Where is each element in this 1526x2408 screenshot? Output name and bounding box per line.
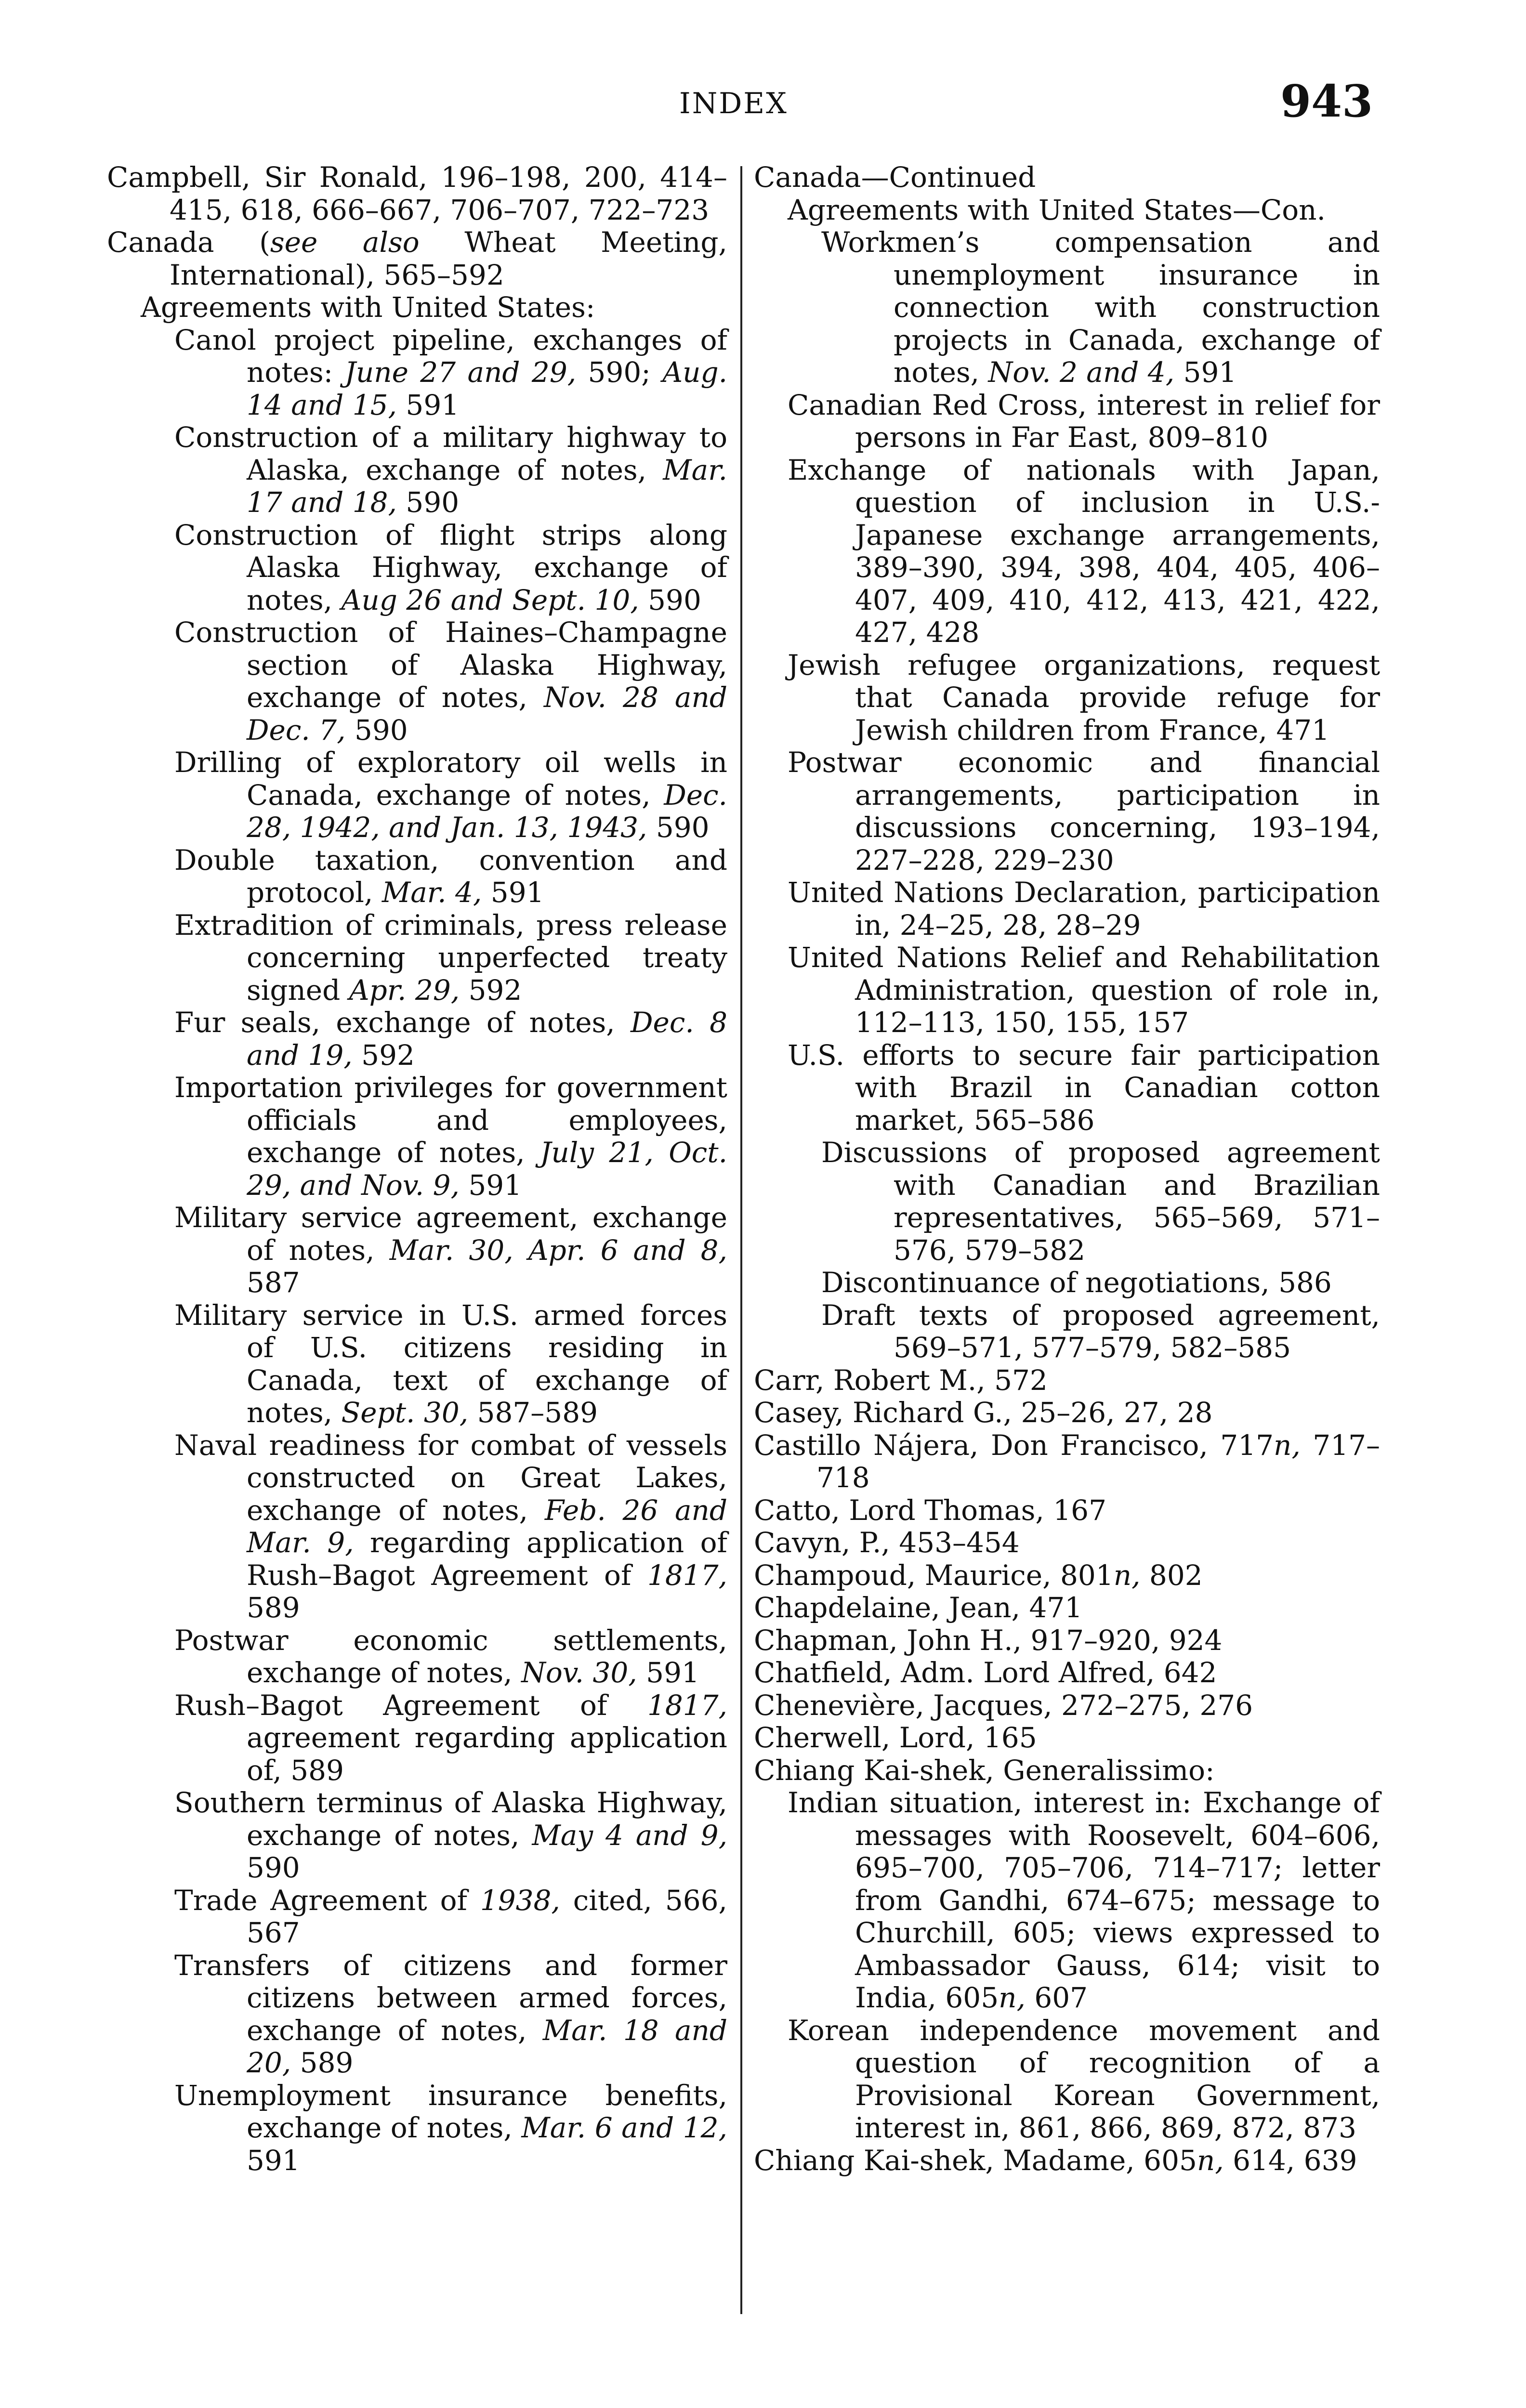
index-entry <box>754 1039 1380 1137</box>
index-entry-text: cited, 566, 567 <box>247 1884 727 1949</box>
index-entry-text: 591 <box>247 2144 300 2177</box>
index-entry-text: 591 <box>396 388 460 421</box>
index-entry <box>754 1364 1380 1397</box>
index-entry-text: Transfers of citizens and former citizens between armed forces, exchange of notes, <box>174 1949 727 2047</box>
index-entry-text: Construction of flight strips along Alaska Highway, exchange of notes, <box>174 518 727 616</box>
index-entry-text: 590 <box>396 486 460 519</box>
index-entry-text: Fur seals, exchange of notes, <box>174 1006 631 1039</box>
index-entry <box>754 746 1380 877</box>
index-entry <box>754 2145 1380 2177</box>
index-entry-text: 802 <box>1140 1558 1203 1592</box>
index-entry-italic-text: Mar. 6 and 12, <box>521 2111 727 2144</box>
index-entry <box>754 1657 1380 1689</box>
index-entry <box>107 909 727 1007</box>
index-entry-text: Campbell, Sir Ronald, 196–198, 200, 414–415, 618, 666–667, 706–707, 722–723 <box>107 161 727 226</box>
index-entry-text: Chenevière, Jacques, 272–275, 276 <box>754 1688 1253 1722</box>
index-entry-text: Double taxation, convention and protocol, <box>174 843 727 909</box>
index-entry <box>754 1267 1380 1299</box>
index-entry-text: Champoud, Maurice, 801 <box>754 1558 1114 1592</box>
index-entry-italic-text: 1817, <box>647 1558 727 1592</box>
index-entry-text: Wheat Meeting, International), 565–592 <box>170 226 727 291</box>
index-entry <box>107 1624 727 1689</box>
index-entry-text: Postwar economic and financial arrangements, participation in discussions concerning, 193–194, 227–228, 229–230 <box>788 746 1380 877</box>
index-entry-text: Agreements with United States: <box>141 291 595 324</box>
index-entry <box>754 1137 1380 1267</box>
index-entry-text: 590; <box>576 356 663 389</box>
index-entry <box>754 1689 1380 1722</box>
index-entry <box>754 161 1380 194</box>
index-entry <box>107 1072 727 1202</box>
index-entry-text: Rush–Bagot Agreement of <box>174 1688 647 1722</box>
index-entry-text: Extradition of criminals, press release concerning unperfected treaty signed <box>174 908 727 1007</box>
index-entry-text: Exchange of nationals with Japan, question of inclusion in U.S.-Japanese exchange arrangements, 389–390, 394, 398, 404, 405, 406–407, 409, 410, 412, 413, 421, 422, 427, 428 <box>788 453 1380 649</box>
index-entry-italic-text: Nov. 2 and 4, <box>988 356 1175 389</box>
index-entry-text: Workmen’s compensation and unemployment insurance in connection with construction projects in Canada, exchange of notes, <box>821 226 1380 389</box>
index-entry-italic-text: Mar. 4, <box>382 876 482 909</box>
index-entry-italic-text: Dec. 28, 1942, and Jan. 13, 1943, <box>247 778 727 844</box>
index-entry <box>107 1950 727 2080</box>
index-entry-text: Chapdelaine, Jean, 471 <box>754 1591 1083 1624</box>
index-entry <box>107 291 727 324</box>
index-entry-text: U.S. efforts to secure fair participation with Brazil in Canadian cotton market, 565–586 <box>788 1038 1380 1137</box>
index-entry-text: 590 <box>345 713 408 746</box>
index-entry <box>107 1689 727 1787</box>
index-entry-text: Construction of Haines–Champagne section of Alaska Highway, exchange of notes, <box>174 616 727 714</box>
index-entry-text: Canadian Red Cross, interest in relief for persons in Far East, 809–810 <box>788 388 1380 454</box>
index-entry-italic-text: Mar. 17 and 18, <box>247 453 727 519</box>
index-entry-text: 590 <box>247 1851 300 1884</box>
index-entry <box>107 226 727 291</box>
index-entry-italic-text: Mar. 18 and 20, <box>247 2014 728 2079</box>
index-entry-text: 592 <box>460 973 522 1007</box>
index-entry-italic-text: see also <box>270 226 420 259</box>
index-entry <box>754 1592 1380 1624</box>
index-entry-italic-text: May 4 and 9, <box>532 1819 728 1852</box>
index-entry-italic-text: Aug. 14 and 15, <box>247 356 728 421</box>
index-entry-text: Chiang Kai-shek, Generalissimo: <box>754 1754 1215 1787</box>
index-entry-text: Indian situation, interest in: Exchange of messages with Roosevelt, 604–606, 695–700, 705–706, 714–717; letter from Gandhi, 674–675; message to Churchill, 605; views expressed to Ambassador Gauss, 614; visit to India, 605 <box>788 1786 1380 2014</box>
index-entry-text: 717–718 <box>816 1428 1380 1494</box>
index-entry-italic-text: 1938, <box>480 1884 560 1917</box>
index-entry-text: Agreements with United States—Con. <box>788 193 1326 226</box>
index-entry <box>754 877 1380 942</box>
index-entry-text: regarding application of Rush–Bagot Agreement of <box>247 1526 727 1592</box>
index-entry <box>754 454 1380 649</box>
index-entry <box>107 1787 727 1885</box>
index-entry-text: Cavyn, P., 453–454 <box>754 1526 1020 1559</box>
index-entry <box>754 1494 1380 1527</box>
index-entry <box>107 421 727 519</box>
index-entry-text: Casey, Richard G., 25–26, 27, 28 <box>754 1396 1213 1429</box>
index-entry <box>754 942 1380 1039</box>
index-entry <box>107 1885 727 1950</box>
index-entry-text: 591 <box>1174 356 1237 389</box>
page-header <box>0 72 1526 130</box>
index-entry-italic-text: Dec. 8 and 19, <box>247 1006 727 1072</box>
index-entry <box>754 1722 1380 1754</box>
index-entry-text: 589 <box>291 2046 354 2079</box>
index-entry-text: agreement regarding application of, 589 <box>247 1721 727 1787</box>
index-entry-italic-text: Feb. 26 and Mar. 9, <box>247 1493 728 1559</box>
index-entry <box>754 1429 1380 1494</box>
index-entry <box>754 2015 1380 2145</box>
index-entry-italic-text: Apr. 29, <box>349 973 460 1007</box>
index-entry-text: 590 <box>647 811 710 844</box>
index-entry-text: Naval readiness for combat of vessels constructed on Great Lakes, exchange of notes, <box>174 1428 727 1527</box>
index-entry-italic-text: Mar. 30, Apr. 6 and 8, <box>389 1233 727 1267</box>
index-entry-text: Military service in U.S. armed forces of U.S. citizens residing in Canada, text of exchange of notes, <box>174 1298 727 1429</box>
index-entry-text: Importation privileges for government officials and employees, exchange of notes, <box>174 1071 727 1169</box>
index-entry-text: Canada ( <box>107 226 270 259</box>
index-entry <box>107 2080 727 2177</box>
index-entry-italic-text: June 27 and 29, <box>344 356 577 389</box>
index-entry <box>754 1787 1380 2015</box>
index-entry-text: Postwar economic settlements, exchange of notes, <box>174 1623 727 1689</box>
index-entry-text: Discontinuance of negotiations, 586 <box>821 1266 1332 1299</box>
index-entry-italic-text: July 21, Oct. 29, and Nov. 9, <box>247 1136 728 1202</box>
index-entry <box>754 1559 1380 1592</box>
index-entry-text: Military service agreement, exchange of notes, <box>174 1201 727 1267</box>
index-entry-text: Discussions of proposed agreement with Canadian and Brazilian representatives, 565–569, 571–576, 579–582 <box>821 1136 1380 1267</box>
index-entry-text: Cherwell, Lord, 165 <box>754 1721 1037 1754</box>
index-entry-text: Canada—Continued <box>754 161 1036 194</box>
index-entry <box>754 649 1380 747</box>
index-entry <box>754 1624 1380 1657</box>
index-entry-italic-text: n, <box>1113 1558 1141 1592</box>
index-entry-text: Chatfield, Adm. Lord Alfred, 642 <box>754 1656 1217 1689</box>
index-entry-text: 589 <box>247 1591 300 1624</box>
index-entry-text: 587 <box>247 1266 300 1299</box>
page-number: 943 <box>1280 75 1373 127</box>
index-entry <box>107 1007 727 1072</box>
index-entry-text: United Nations Declaration, participation in, 24–25, 28, 28–29 <box>788 876 1380 942</box>
index-entry-text: Trade Agreement of <box>174 1884 480 1917</box>
index-entry <box>754 226 1380 389</box>
index-entry <box>754 1299 1380 1364</box>
index-entry-text: Unemployment insurance benefits, exchange of notes, <box>174 2079 727 2144</box>
index-entry <box>107 616 727 746</box>
column-divider <box>740 166 742 2314</box>
index-entry-italic-text: 1817, <box>647 1688 727 1722</box>
index-entry-text: 590 <box>639 583 701 616</box>
index-entry <box>754 1397 1380 1429</box>
index-entry-text: 614, 639 <box>1223 2144 1357 2177</box>
index-entry-text: Draft texts of proposed agreement, 569–571, 577–579, 582–585 <box>821 1298 1380 1364</box>
index-entry <box>754 1527 1380 1559</box>
index-entry-text: Jewish refugee organizations, request that Canada provide refuge for Jewish children from France, 471 <box>788 648 1380 746</box>
index-entry <box>754 389 1380 454</box>
index-entry <box>107 161 727 226</box>
index-entry-text: 592 <box>352 1038 415 1072</box>
index-entry <box>107 746 727 844</box>
index-entry <box>107 844 727 909</box>
index-entry <box>107 1299 727 1429</box>
index-entry-text: Castillo Nájera, Don Francisco, 717 <box>754 1428 1274 1462</box>
index-entry-text: Construction of a military highway to Alaska, exchange of notes, <box>174 421 727 486</box>
index-entry <box>107 1429 727 1624</box>
index-entry-text: Canol project pipeline, exchanges of notes: <box>174 323 727 389</box>
index-entry-text: Chapman, John H., 917–920, 924 <box>754 1623 1223 1657</box>
index-column-left <box>107 161 727 2177</box>
index-entry-italic-text: n, <box>1274 1428 1301 1462</box>
index-entry-text: 607 <box>1025 1981 1088 2014</box>
index-entry-text: Korean independence movement and question of recognition of a Provisional Korean Government, interest in, 861, 866, 869, 872, 873 <box>788 2014 1380 2144</box>
index-entry <box>754 1754 1380 1787</box>
index-entry-italic-text: Aug 26 and Sept. 10, <box>341 583 639 616</box>
index-column-right <box>754 161 1380 2177</box>
index-entry <box>754 194 1380 227</box>
index-entry <box>107 519 727 617</box>
index-entry-text: Southern terminus of Alaska Highway, exchange of notes, <box>174 1786 727 1852</box>
index-entry-text: Drilling of exploratory oil wells in Canada, exchange of notes, <box>174 746 727 811</box>
running-title: INDEX <box>679 87 788 120</box>
index-entry <box>107 1202 727 1299</box>
index-entry <box>107 324 727 422</box>
index-entry-text: 591 <box>482 876 544 909</box>
index-entry-italic-text: Sept. 30, <box>341 1396 469 1429</box>
index-entry-text: United Nations Relief and Rehabilitation Administration, question of role in, 112–113, 150, 155, 157 <box>788 941 1380 1039</box>
index-entry-italic-text: n, <box>1197 2144 1224 2177</box>
index-entry-text: 591 <box>637 1656 699 1689</box>
index-entry-italic-text: Nov. 28 and Dec. 7, <box>247 681 727 746</box>
index-entry-text: 587–589 <box>468 1396 598 1429</box>
index-entry-italic-text: n, <box>999 1981 1026 2014</box>
index-entry-text: 591 <box>459 1168 522 1202</box>
index-entry-italic-text: Nov. 30, <box>521 1656 637 1689</box>
index-entry-text: Chiang Kai-shek, Madame, 605 <box>754 2144 1197 2177</box>
index-entry-text: Carr, Robert M., 572 <box>754 1363 1048 1397</box>
index-entry-text: Catto, Lord Thomas, 167 <box>754 1493 1106 1527</box>
